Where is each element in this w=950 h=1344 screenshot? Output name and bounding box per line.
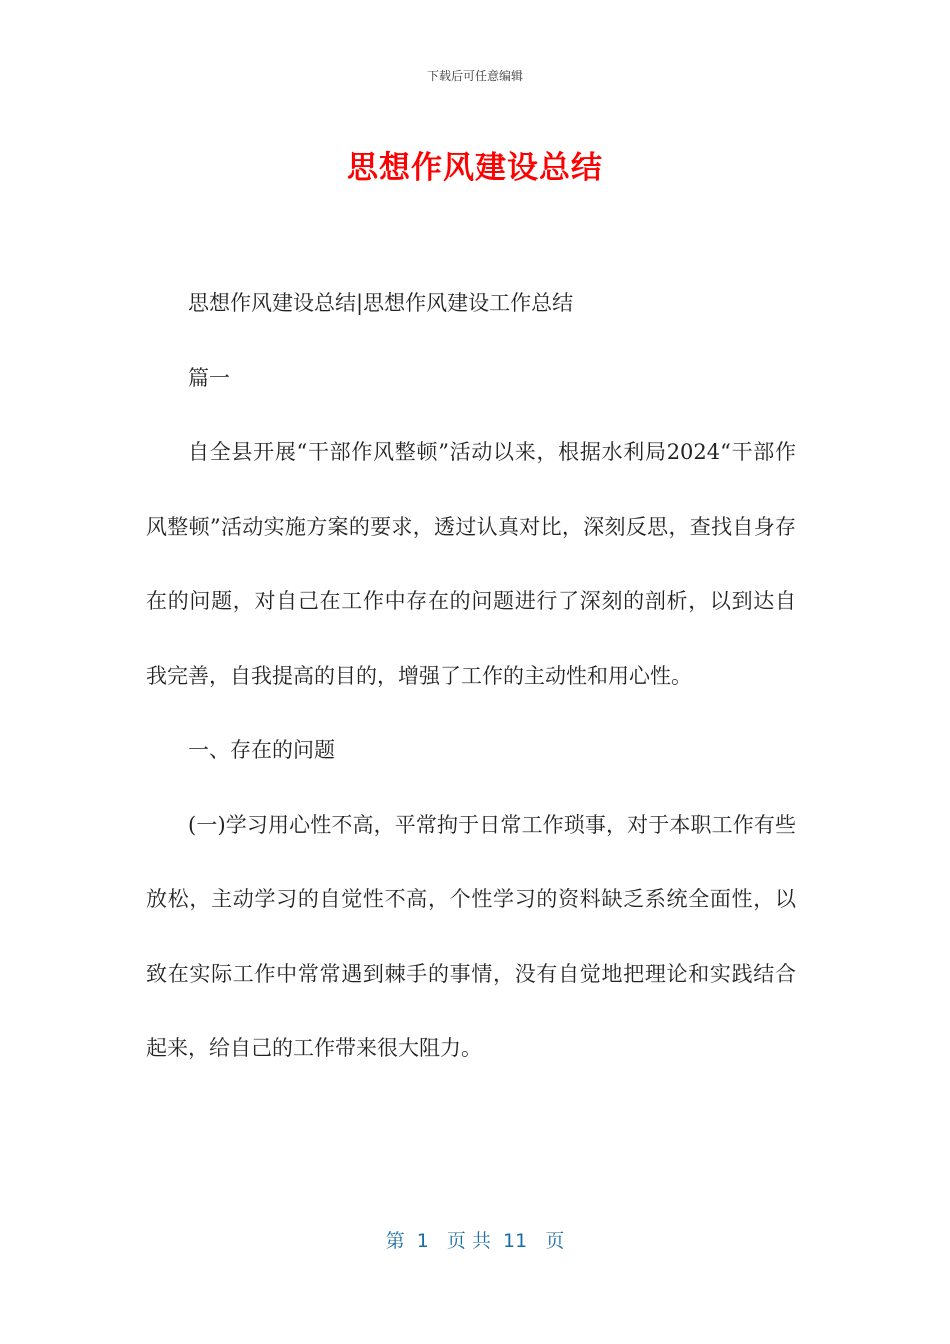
paragraph-intro: 自全县开展“干部作风整顿”活动以来，根据水利局2024“干部作风整顿”活动实施方案的要求，透过认真对比，深刻反思，查找自身存在的问题，对自己在工作中存在的问题进行了深刻的剖析，以到达自我完善，自我提高的目的，增强了工作的主动性和用心性。: [146, 440, 796, 688]
document-title: 思想作风建设总结: [347, 150, 603, 186]
document-body: [146, 266, 796, 1086]
page-number: 第 1 页 共 11 页: [385, 1230, 565, 1252]
header-note: 下载后可任意编辑: [426, 69, 523, 83]
paragraph-problem-one: (一)学习用心性不高，平常拘于日常工作琐事，对于本职工作有些放松，主动学习的自觉性不高，个性学习的资料缺乏系统全面性，以致在实际工作中常常遇到棘手的事情，没有自觉地把理论和实践结合起来，给自己的工作带来很大阻力。: [146, 812, 796, 1060]
paragraph-section-label: 篇一: [188, 365, 230, 390]
paragraph-subtitle: 思想作风建设总结|思想作风建设工作总结: [188, 291, 574, 315]
paragraph-heading-problems: 一、存在的问题: [188, 738, 335, 762]
